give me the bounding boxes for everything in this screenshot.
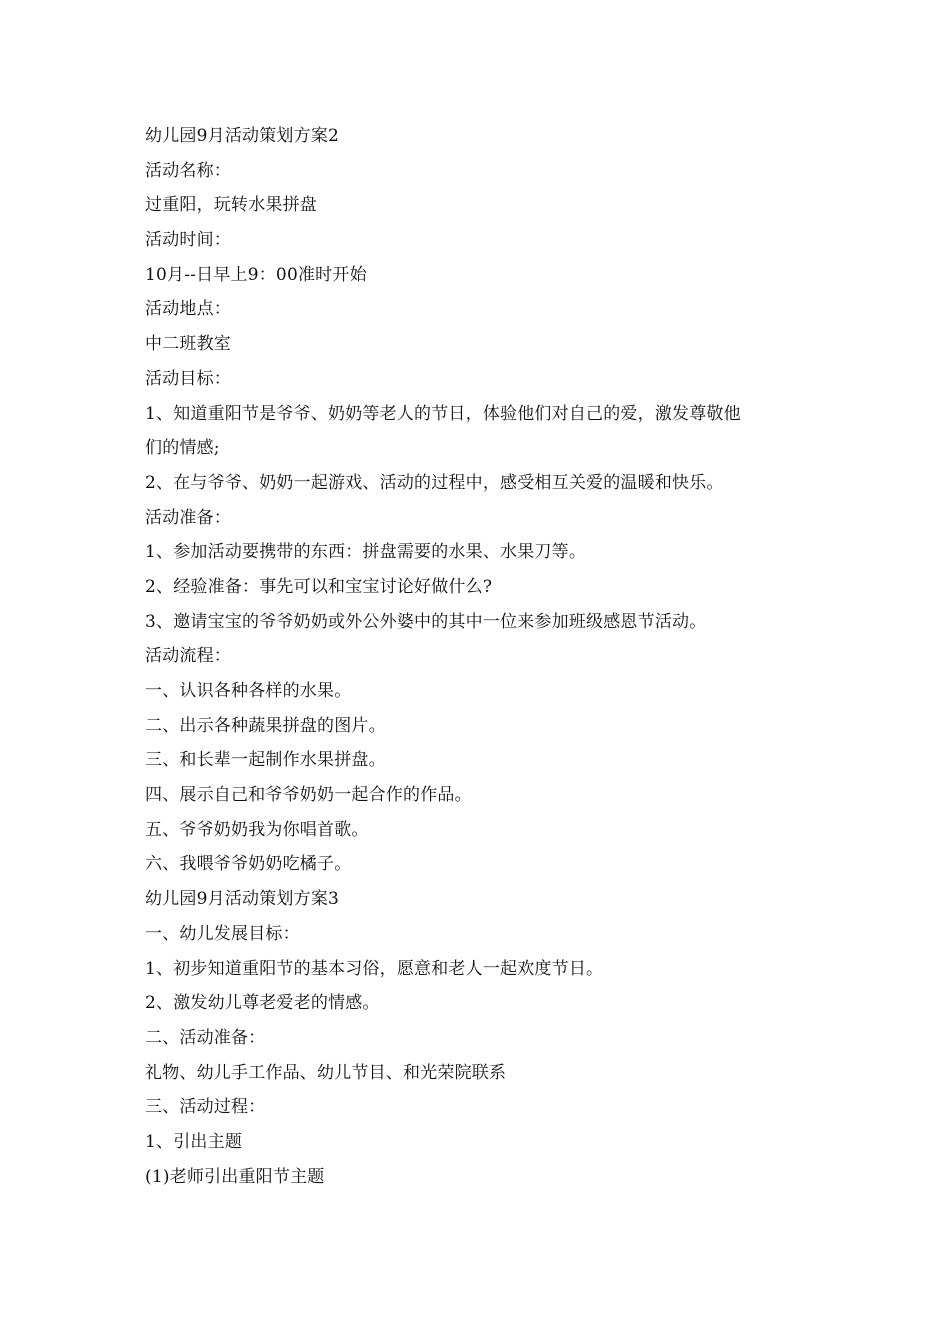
- paragraph: 们的情感;: [145, 438, 220, 459]
- list-item: 2、激发幼儿尊老爱老的情感。: [145, 993, 380, 1014]
- list-item: 1、引出主题: [145, 1131, 243, 1152]
- paragraph: 过重阳，玩转水果拼盘: [145, 195, 317, 216]
- list-item: (1)老师引出重阳节主题: [145, 1166, 325, 1187]
- list-item: 一、认识各种各样的水果。: [145, 681, 352, 701]
- field-label: 活动时间：: [145, 230, 231, 251]
- paragraph: 2、经验准备：事先可以和宝宝讨论好做什么?: [145, 576, 493, 597]
- section-heading: 幼儿园9月活动策划方案2: [145, 126, 340, 146]
- paragraph: 10月--日早上9：00准时开始: [145, 264, 367, 285]
- paragraph: 1、参加活动要携带的东西：拼盘需要的水果、水果刀等。: [145, 542, 587, 563]
- field-label: 活动地点：: [145, 299, 231, 320]
- list-item: 四、展示自己和爷爷奶奶一起合作的作品。: [145, 785, 472, 806]
- field-label: 活动准备：: [145, 507, 231, 528]
- list-item: 1、初步知道重阳节的基本习俗，愿意和老人一起欢度节日。: [145, 958, 604, 979]
- list-item: 六、我喂爷爷奶奶吃橘子。: [145, 854, 352, 875]
- list-item: 三、和长辈一起制作水果拼盘。: [145, 750, 386, 771]
- list-item: 二、出示各种蔬果拼盘的图片。: [145, 715, 386, 736]
- paragraph: 礼物、幼儿手工作品、幼儿节目、和光荣院联系: [145, 1062, 507, 1083]
- field-label: 一、幼儿发展目标：: [145, 923, 300, 944]
- paragraph: 3、邀请宝宝的爷爷奶奶或外公外婆中的其中一位来参加班级感恩节活动。: [145, 611, 707, 632]
- field-label: 三、活动过程：: [145, 1097, 266, 1118]
- paragraph: 2、在与爷爷、奶奶一起游戏、活动的过程中，感受相互关爱的温暖和快乐。: [145, 472, 724, 493]
- field-label: 活动流程：: [145, 646, 231, 667]
- field-label: 活动名称：: [145, 160, 231, 181]
- paragraph: 中二班教室: [145, 334, 231, 355]
- document-body: [145, 119, 815, 1194]
- list-item: 五、爷爷奶奶我为你唱首歌。: [145, 819, 369, 840]
- field-label: 二、活动准备：: [145, 1027, 266, 1048]
- section-heading: 幼儿园9月活动策划方案3: [145, 889, 340, 910]
- field-label: 活动目标：: [145, 368, 231, 389]
- paragraph: 1、知道重阳节是爷爷、奶奶等老人的节日，体验他们对自己的爱，激发尊敬他: [145, 403, 741, 424]
